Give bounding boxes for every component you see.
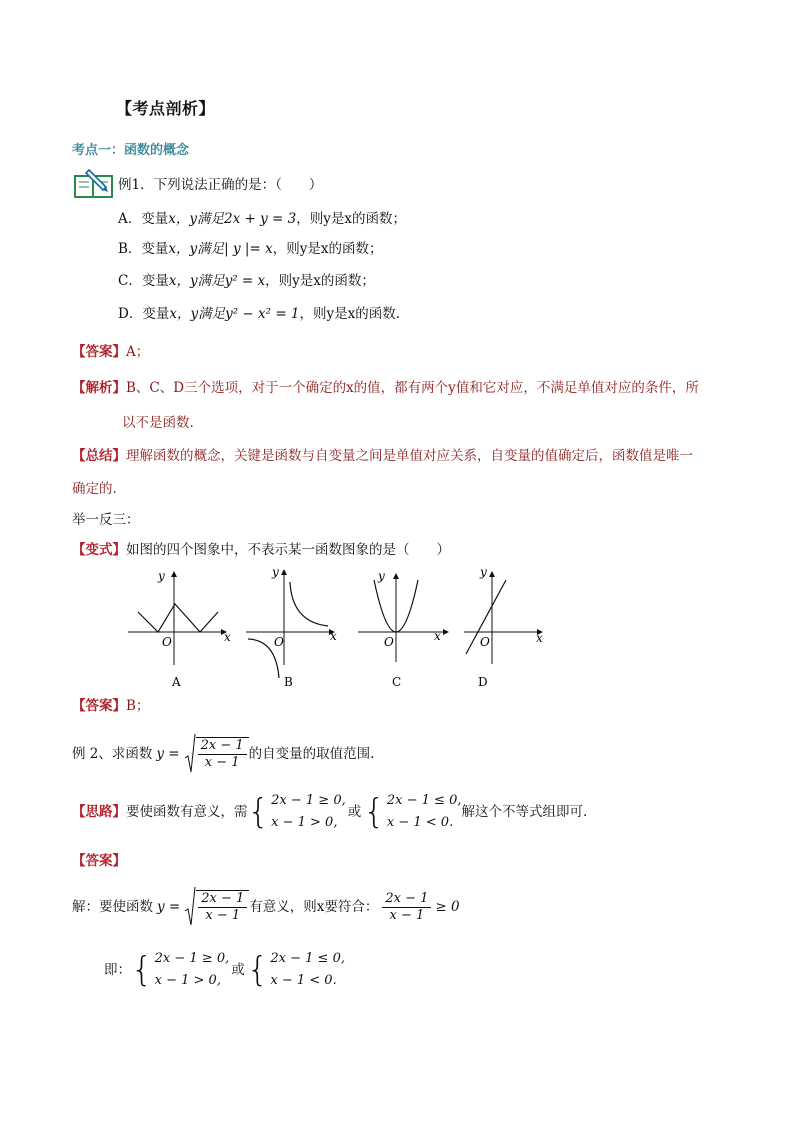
- option-condition: 2x + y = 3: [224, 211, 297, 227]
- option-post: ，则y是x的函数.: [299, 306, 401, 322]
- option-condition: y² − x² = 1: [225, 306, 300, 322]
- system-row: x − 1 > 0,: [154, 973, 221, 988]
- function-lhs: y =: [156, 746, 180, 762]
- function-graphs: [122, 560, 552, 694]
- option-vars: x，y满足: [168, 273, 225, 289]
- fraction-numerator: 2x − 1: [198, 738, 247, 755]
- system-row: 2x − 1 ≤ 0,: [270, 951, 345, 966]
- analysis-line-1: [72, 379, 699, 397]
- solution-line: [72, 887, 460, 927]
- graph-a: [128, 569, 231, 689]
- fraction-denominator: x − 1: [389, 907, 425, 923]
- option-condition: y² = x: [224, 273, 266, 289]
- option-vars: x，y满足: [168, 241, 225, 257]
- option-label: C．: [118, 273, 142, 289]
- answer-tag: 【答案】: [72, 698, 126, 714]
- inequality-system-1: { 2x − 1 ≥ 0, x − 1 > 0,: [247, 792, 346, 832]
- inequality-fraction: [382, 891, 431, 924]
- answer-variant: [72, 697, 149, 715]
- option-d: [118, 305, 400, 323]
- system-row: 2x − 1 ≥ 0,: [154, 951, 230, 966]
- answer-2-tag: [72, 852, 126, 870]
- fraction-numerator: 2x − 1: [382, 891, 431, 908]
- sqrt-expression: [184, 734, 249, 774]
- analysis-line-2: 以不是函数.: [122, 415, 194, 431]
- book-pencil-icon: [72, 168, 116, 204]
- or-text: 或: [347, 804, 362, 820]
- inequality-system-1: { 2x − 1 ≥ 0, x − 1 > 0,: [131, 950, 230, 990]
- option-pre: 变量: [142, 306, 170, 322]
- option-vars: x，y满足: [168, 211, 224, 227]
- function-lhs: y =: [157, 899, 181, 915]
- option-a: [118, 210, 406, 228]
- graph-d-origin: O: [480, 635, 490, 649]
- system-row: x − 1 < 0.: [386, 815, 454, 830]
- graph-a-x-label: x: [224, 630, 231, 644]
- solution-pre: 解：要使函数: [72, 899, 153, 915]
- idea-line: [72, 790, 587, 834]
- then-label: 即：: [104, 962, 131, 978]
- graph-a-y-label: y: [158, 569, 165, 583]
- graph-b-y-label: y: [272, 565, 279, 579]
- option-vars: x，y满足: [169, 306, 226, 322]
- graph-a-label: A: [172, 675, 181, 689]
- graph-a-origin: O: [162, 635, 172, 649]
- solution-mid: 有意义，则x要符合：: [249, 899, 379, 915]
- then-line: [104, 948, 345, 992]
- answer-text: A；: [126, 344, 150, 360]
- system-row: 2x − 1 ≤ 0,: [386, 793, 462, 808]
- option-b: [118, 240, 382, 258]
- practice-heading: 举一反三：: [72, 512, 140, 528]
- option-post: ，则y是x的函数；: [272, 241, 383, 257]
- inequality-system-2: { 2x − 1 ≤ 0, x − 1 < 0.: [246, 950, 345, 990]
- option-post: ，则y是x的函数；: [265, 273, 375, 289]
- example-number: 1．: [131, 177, 154, 193]
- graph-c-origin: O: [384, 635, 394, 649]
- answer-1: [72, 343, 149, 361]
- fraction-numerator: 2x − 1: [198, 891, 247, 908]
- option-condition: | y |= x: [224, 241, 273, 257]
- option-label: A．: [118, 211, 142, 227]
- system-row: 2x − 1 ≥ 0,: [271, 793, 346, 808]
- option-pre: 变量: [141, 273, 169, 289]
- answer-text: B；: [126, 698, 150, 714]
- example-label: 例: [118, 177, 132, 193]
- example2-prefix: 例 2、求函数: [72, 746, 153, 762]
- graph-b-origin: O: [274, 635, 284, 649]
- option-pre: 变量: [141, 211, 169, 227]
- option-label: B．: [118, 241, 142, 257]
- summary-line-1: [72, 447, 693, 465]
- example2-question: [72, 734, 374, 774]
- graph-d: [464, 565, 543, 689]
- idea-tag: 【思路】: [72, 804, 126, 820]
- section-heading: 考点一：函数的概念: [72, 143, 190, 158]
- idea-post: 解这个不等式组即可.: [461, 804, 588, 820]
- graph-c-label: C: [392, 675, 402, 689]
- inequality-tail: ≥ 0: [435, 899, 460, 915]
- graph-b-label: B: [284, 675, 293, 689]
- graph-d-x-label: x: [536, 631, 543, 645]
- idea-pre: 要使函数有意义，需: [126, 804, 248, 820]
- example1-question: [118, 176, 322, 194]
- fraction-denominator: x − 1: [204, 755, 240, 770]
- graph-d-label: D: [478, 675, 488, 689]
- graph-c: [358, 569, 448, 689]
- variant-question: [72, 541, 450, 559]
- example2-suffix: 的自变量的取值范围.: [248, 746, 375, 762]
- graph-c-y-label: y: [378, 569, 385, 583]
- graph-b: [246, 565, 337, 689]
- summary-text: 理解函数的概念，关键是函数与自变量之间是单值对应关系，自变量的值确定后，函数值是唯一: [126, 448, 693, 464]
- summary-line-2: 确定的.: [72, 481, 117, 497]
- option-pre: 变量: [141, 241, 169, 257]
- option-post: ，则y是x的函数；: [296, 211, 406, 227]
- or-text: 或: [231, 962, 245, 978]
- variant-tag: 【变式】: [72, 542, 126, 558]
- option-label: D．: [118, 306, 143, 322]
- variant-text: 如图的四个图象中，不表示某一函数图象的是（ ）: [126, 542, 450, 558]
- graph-b-x-label: x: [330, 629, 337, 643]
- answer-tag: 【答案】: [72, 853, 126, 869]
- answer-tag: 【答案】: [72, 344, 126, 360]
- question-text: 下列说法正确的是：（ ）: [153, 177, 323, 193]
- option-c: [118, 272, 375, 290]
- summary-tag: 【总结】: [72, 448, 126, 464]
- inequality-system-2: { 2x − 1 ≤ 0, x − 1 < 0.: [363, 792, 462, 832]
- system-row: x − 1 < 0.: [270, 973, 337, 988]
- system-row: x − 1 > 0,: [271, 815, 338, 830]
- graph-c-x-label: x: [434, 629, 441, 643]
- graph-d-y-label: y: [480, 565, 487, 579]
- fraction-denominator: x − 1: [205, 908, 241, 923]
- sqrt-expression: [184, 887, 249, 927]
- page-title: 【考点剖析】: [116, 99, 216, 118]
- analysis-tag: 【解析】: [72, 380, 126, 396]
- analysis-text: B、C、D三个选项，对于一个确定的x的值，都有两个y值和它对应，不满足单值对应的条件，所: [126, 380, 699, 396]
